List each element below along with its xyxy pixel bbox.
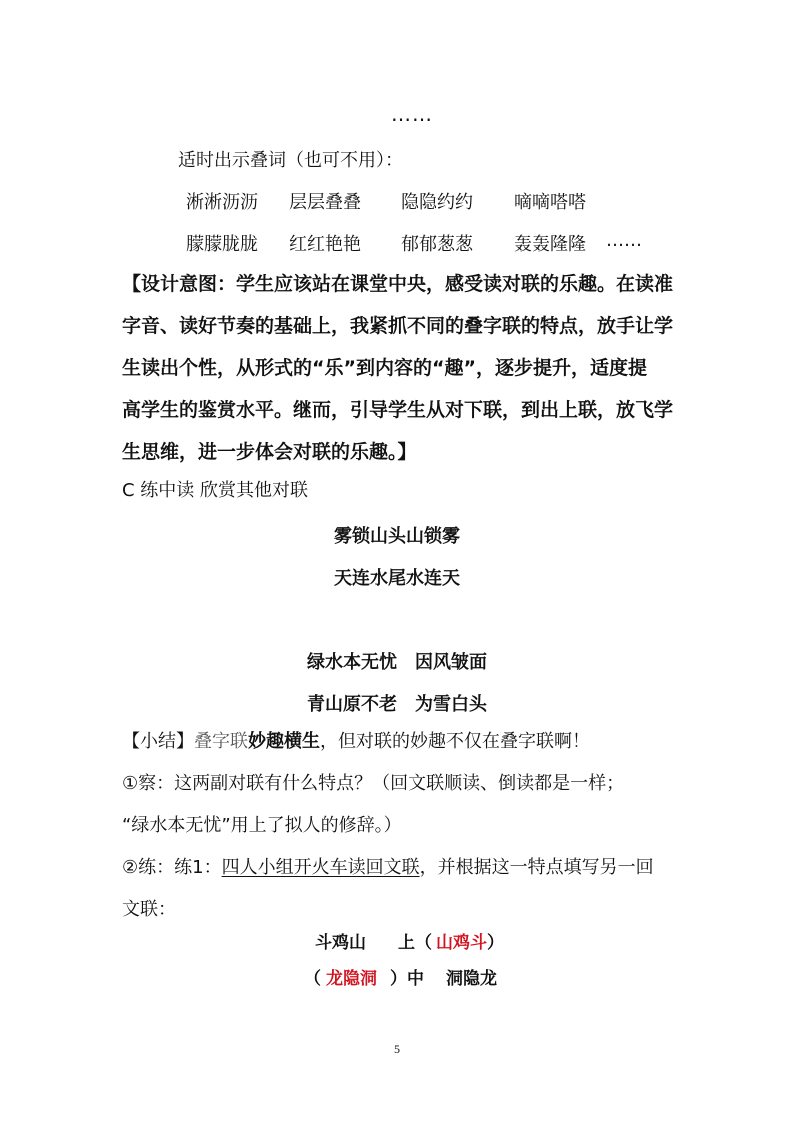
exercise-upper-close: ） bbox=[487, 933, 504, 953]
design-intent-line: 生思维，进一步体会对联的乐趣。】 bbox=[122, 441, 417, 463]
word: 郁郁葱葱 bbox=[401, 234, 473, 255]
exercise-upper-mid: 上（ bbox=[398, 933, 432, 953]
exercise-lower-open: （ bbox=[304, 969, 321, 989]
word-ellipsis: …… bbox=[606, 230, 642, 251]
practice-suffix: ，并根据这一特点填写另一回 bbox=[419, 857, 654, 878]
exercise-lower-right: 洞隐龙 bbox=[446, 969, 497, 989]
word: 轰轰隆隆 bbox=[514, 234, 586, 255]
couplet-line: 天连水尾水连天 bbox=[334, 568, 460, 589]
summary-label: 【小结】 bbox=[122, 731, 194, 752]
word: 淅淅沥沥 bbox=[186, 192, 258, 213]
practice-line: 文联： bbox=[122, 899, 176, 920]
summary-emphasis: 妙趣横生 bbox=[248, 731, 320, 752]
exercise-lower-answer: 龙隐洞 bbox=[326, 969, 377, 989]
word: 层层叠叠 bbox=[289, 192, 361, 213]
couplet-line: 雾锁山头山锁雾 bbox=[334, 526, 460, 547]
ellipsis: …… bbox=[391, 102, 433, 126]
word-row-2 bbox=[0, 230, 794, 260]
couplet-line: 青山原不老 为雪白头 bbox=[307, 694, 487, 715]
practice-underlined: 四人小组开火车读回文联 bbox=[221, 857, 420, 878]
observe-line: ①察：这两副对联有什么特点？（回文联顺读、倒读都是一样； bbox=[122, 773, 625, 794]
design-intent-line: 生读出个性，从形式的“乐”到内容的“趣”，逐步提升，适度提 bbox=[122, 357, 647, 379]
exercise-upper-answer: 山鸡斗 bbox=[436, 933, 487, 953]
word: 隐隐约约 bbox=[401, 192, 473, 213]
exercise-upper-left: 斗鸡山 bbox=[315, 933, 366, 953]
word: 朦朦胧胧 bbox=[186, 234, 258, 255]
word: 红红艳艳 bbox=[289, 234, 361, 255]
intro-line: 适时出示叠词（也可不用）： bbox=[178, 150, 403, 171]
design-intent-line: 【设计意图：学生应该站在课堂中央，感受读对联的乐趣。在读准 bbox=[122, 273, 674, 295]
section-c-heading: C 练中读 欣赏其他对联 bbox=[122, 480, 309, 501]
couplet-line: 绿水本无忧 因风皱面 bbox=[307, 652, 487, 673]
design-intent-line: 高学生的鉴赏水平。继而，引导学生从对下联，到出上联，放飞学 bbox=[122, 399, 674, 421]
exercise-lower-close: ）中 bbox=[390, 969, 424, 989]
page-number: 5 bbox=[394, 1042, 400, 1056]
word: 嘀嘀嗒嗒 bbox=[514, 192, 586, 213]
design-intent-line: 字音、读好节奏的基础上，我紧抓不同的叠字联的特点，放手让学 bbox=[122, 315, 674, 337]
summary-text: 叠字联 bbox=[194, 731, 248, 752]
practice-prefix: ②练：练1： bbox=[122, 857, 222, 878]
word-row-1 bbox=[0, 188, 794, 218]
summary-line bbox=[122, 722, 590, 762]
summary-text: ，但对联的妙趣不仅在叠字联啊！ bbox=[320, 731, 590, 752]
observe-line: “绿水本无忧”用上了拟人的修辞。） bbox=[122, 815, 402, 836]
practice-line bbox=[122, 848, 654, 888]
